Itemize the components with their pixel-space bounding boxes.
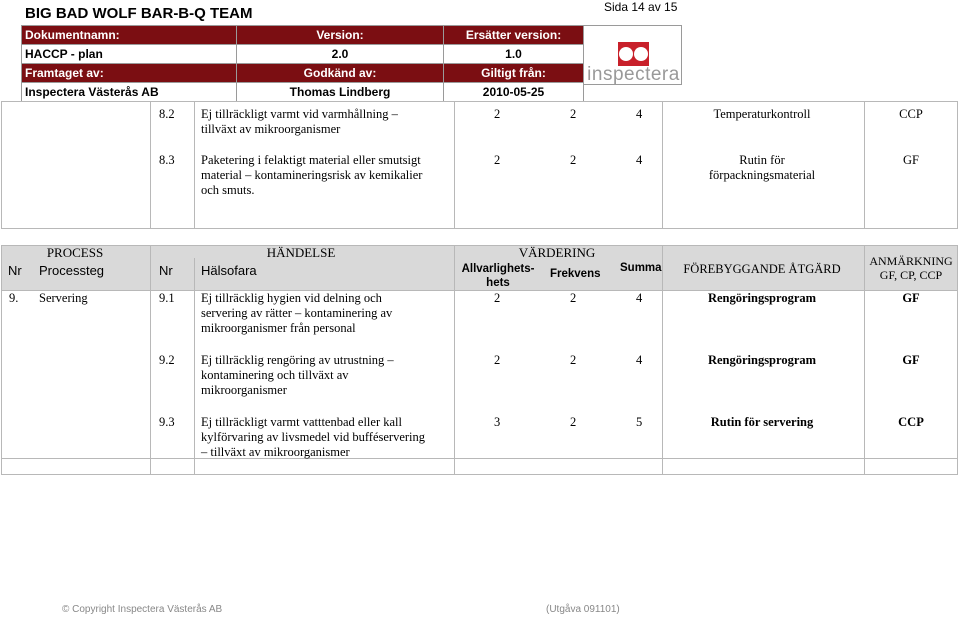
header-label-docname: Dokumentnamn: (22, 26, 237, 45)
row-text: material – kontamineringsrisk av kemikalier (201, 168, 423, 182)
col-header-process: PROCESS (46, 245, 104, 260)
header-value-docname: HACCP - plan (22, 45, 237, 64)
divider (150, 246, 151, 474)
row-text: – tillväxt av mikroorganismer (201, 445, 350, 459)
col-header-atgard: FÖREBYGGANDE ÅTGÄRD (683, 262, 841, 276)
logo-text: inspectera (587, 64, 680, 85)
row-note: GF (902, 353, 920, 367)
row-frequency: 2 (570, 107, 577, 121)
col-header-summa: Summa (620, 262, 662, 274)
header-value-author: Inspectera Västerås AB (22, 83, 237, 102)
row-nr: 9.2 (159, 353, 175, 367)
row-text: kontaminering och tillväxt av (201, 368, 349, 382)
header-label-approved: Godkänd av: (237, 64, 444, 83)
row-text: Ej tillräckligt varmt vatttenbad eller kall (201, 415, 402, 429)
row-nr: 9.1 (159, 291, 175, 305)
row-note: CCP (898, 415, 924, 429)
row-severity: 2 (494, 291, 501, 305)
header-label-valid: Giltigt från: (444, 64, 584, 83)
header-value-approved: Thomas Lindberg (237, 83, 444, 102)
col-header-anmarkning-sub: GF, CP, CCP (879, 268, 943, 282)
row-severity: 2 (494, 107, 501, 121)
row-nr: 8.3 (159, 153, 175, 167)
process-nr: 9. (9, 291, 19, 305)
header-label-author: Framtaget av: (22, 64, 237, 83)
row-action: Temperaturkontroll (713, 107, 811, 121)
row-frequency: 2 (570, 153, 577, 167)
header-label-version: Version: (237, 26, 444, 45)
row-sum: 4 (636, 153, 643, 167)
allvarlighet-line-2: hets (486, 277, 510, 289)
process-name: Servering (39, 291, 88, 305)
row-action: Rutin för servering (710, 415, 814, 429)
inspectera-logo (583, 25, 682, 85)
row-frequency: 2 (570, 415, 577, 429)
row-frequency: 2 (570, 291, 577, 305)
row-severity: 2 (494, 153, 501, 167)
row-text: kylförvaring av livsmedel vid bufféservering (201, 430, 426, 444)
col-header-handelse: HÄNDELSE (266, 245, 336, 260)
row-frequency: 2 (570, 353, 577, 367)
row-text: mikroorganismer från personal (201, 321, 356, 335)
header-value-replaces: 1.0 (444, 45, 584, 64)
row-note: CCP (899, 107, 923, 121)
col-header-processteg: Processteg (39, 263, 105, 278)
divider (454, 102, 455, 228)
footer-edition: (Utgåva 091101) (546, 604, 620, 615)
col-header-halsofara: Hälsofara (201, 263, 257, 278)
divider (2, 458, 957, 459)
col-header-vardering: VÄRDERING (518, 245, 596, 260)
divider (150, 102, 151, 228)
row-sum: 4 (636, 291, 643, 305)
row-text: Ej tillräcklig rengöring av utrustning – (201, 353, 394, 367)
row-action: förpackningsmaterial (708, 168, 816, 182)
row-sum: 4 (636, 107, 643, 121)
document-header (21, 25, 584, 102)
row-note: GF (903, 153, 919, 167)
logo-mark-icon (584, 26, 683, 66)
row-note: GF (902, 291, 920, 305)
col-header-anmarkning: ANMÄRKNING (869, 254, 953, 268)
row-text: servering av rätter – kontaminering av (201, 306, 393, 320)
row-text: Ej tillräckligt varmt vid varmhållning – (201, 107, 398, 121)
row-text: tillväxt av mikroorganismer (201, 122, 341, 136)
row-action: Rengöringsprogram (707, 353, 817, 367)
footer-copyright: © Copyright Inspectera Västerås AB (62, 604, 223, 615)
row-text: mikroorganismer (201, 383, 287, 397)
row-sum: 4 (636, 353, 643, 367)
header-value-valid: 2010-05-25 (444, 83, 584, 102)
col-header-nr2: Nr (159, 263, 173, 278)
col-header-allvarlighet (453, 262, 543, 290)
row-text: Paketering i felaktigt material eller smutsigt (201, 153, 421, 167)
header-value-version: 2.0 (237, 45, 444, 64)
allvarlighet-line-1: Allvarlighets- (461, 263, 535, 275)
company-title: BIG BAD WOLF BAR-B-Q TEAM (25, 5, 253, 22)
row-text: och smuts. (201, 183, 255, 197)
row-sum: 5 (636, 415, 643, 429)
row-nr: 8.2 (159, 107, 175, 121)
row-severity: 3 (494, 415, 501, 429)
row-nr: 9.3 (159, 415, 175, 429)
divider (194, 102, 195, 228)
col-header-frekvens: Frekvens (550, 268, 601, 280)
header-label-replaces: Ersätter version: (444, 26, 584, 45)
row-action: Rutin för (739, 153, 785, 167)
page-number: Sida 14 av 15 (604, 0, 678, 14)
row-severity: 2 (494, 353, 501, 367)
col-header-nr: Nr (8, 263, 22, 278)
divider (194, 258, 195, 474)
row-action: Rengöringsprogram (707, 291, 817, 305)
row-text: Ej tillräcklig hygien vid delning och (201, 291, 382, 305)
